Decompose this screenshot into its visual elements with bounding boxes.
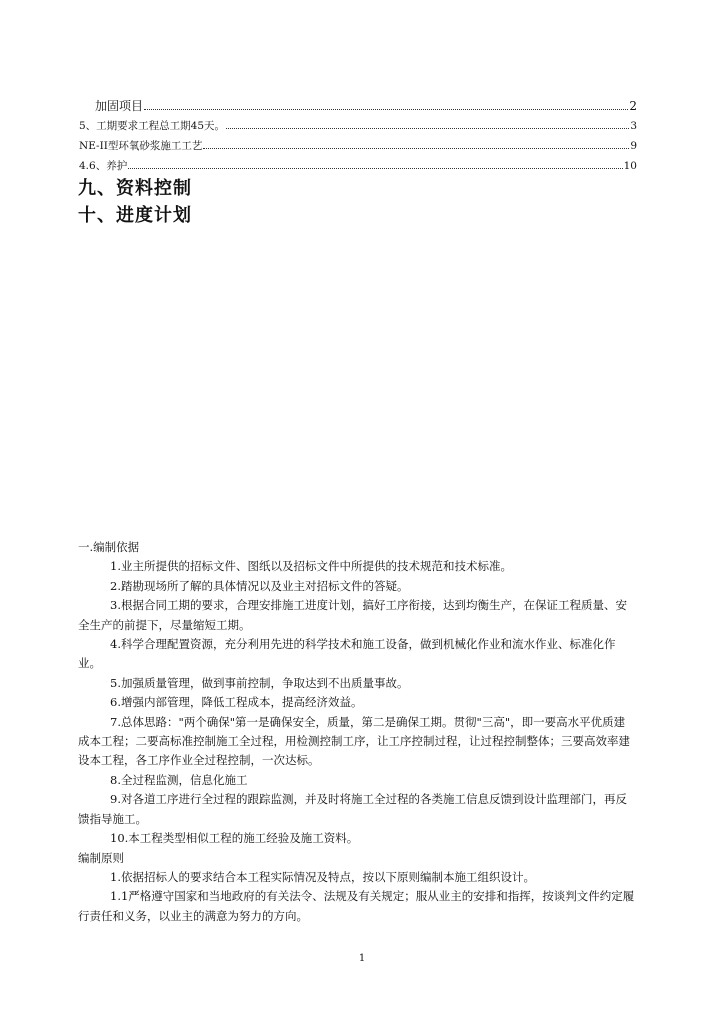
list-item: 10.本工程类型相似工程的施工经验及施工资料。 xyxy=(110,831,359,846)
list-item: 7.总体思路："两个确保"第一是确保安全，质量，第二是确保工期。贯彻"三高"，即一要高水平优质建成本工程；二要高标准控制施工全过程，用检测控制工序，让工序控制过程，让过程控制整体；三要高效率建设本工程，各工序作业全过程控制，一次达标。 xyxy=(78,714,630,768)
toc-leader xyxy=(203,147,629,149)
toc-leader xyxy=(128,167,622,169)
toc-entry-page: 2 xyxy=(629,99,637,113)
list-item: 2.踏勘现场所了解的具体情况以及业主对招标文件的答疑。 xyxy=(110,578,409,593)
toc-leader xyxy=(144,108,628,110)
toc-entry[interactable] xyxy=(79,136,637,156)
list-item: 1.业主所提供的招标文件、图纸以及招标文件中所提供的技术规范和技术标准。 xyxy=(110,559,512,574)
page-number: 1 xyxy=(358,953,366,964)
heading-schedule-plan: 十、进度计划 xyxy=(78,205,192,226)
list-item: 1.1严格遵守国家和当地政府的有关法令、法规及有关规定；服从业主的安排和指挥，按谈判文件约定履行责任和义务，以业主的满意为努力的方向。 xyxy=(78,889,635,923)
toc-entry[interactable] xyxy=(79,116,637,136)
list-item: 8.全过程监测，信息化施工 xyxy=(110,772,248,787)
list-item: 5.加强质量管理，做到事前控制，争取达到不出质量事故。 xyxy=(110,675,409,690)
table-of-contents xyxy=(79,96,637,176)
toc-entry-title: 5、工期要求工程总工期45天。 xyxy=(79,120,226,132)
body-text xyxy=(78,538,636,926)
toc-leader xyxy=(226,127,629,129)
list-item: 9.对各道工序进行全过程的跟踪监测，并及时将施工全过程的各类施工信息反馈到设计监理部门，再反馈指导施工。 xyxy=(78,792,627,826)
section-title-principles: 编制原则 xyxy=(78,850,124,865)
list-item: 1.依据招标人的要求结合本工程实际情况及特点，按以下原则编制本施工组织设计。 xyxy=(110,869,535,884)
list-item: 6.增强内部管理，降低工程成本，提高经济效益。 xyxy=(110,695,363,710)
toc-entry[interactable] xyxy=(79,96,637,116)
toc-entry-page: 10 xyxy=(623,160,637,172)
list-item: 3.根据合同工期的要求，合理安排施工进度计划，搞好工序衔接，达到均衡生产，在保证工程质量、安全生产的前提下，尽量缩短工期。 xyxy=(78,598,627,632)
section-title-basis: 一.编制依据 xyxy=(78,540,140,554)
toc-entry[interactable] xyxy=(79,156,637,176)
toc-entry-page: 3 xyxy=(630,120,637,132)
toc-entry-title: 加固项目 xyxy=(95,99,144,113)
toc-entry-title: NE-II型环氧砂浆施工工艺 xyxy=(79,140,203,152)
toc-entry-page: 9 xyxy=(630,140,637,152)
list-item: 4.科学合理配置资源，充分利用先进的科学技术和施工设备，做到机械化作业和流水作业、标准化作业。 xyxy=(78,637,616,671)
heading-data-control: 九、资料控制 xyxy=(78,178,192,199)
toc-entry-title: 4.6、养护 xyxy=(79,160,128,172)
